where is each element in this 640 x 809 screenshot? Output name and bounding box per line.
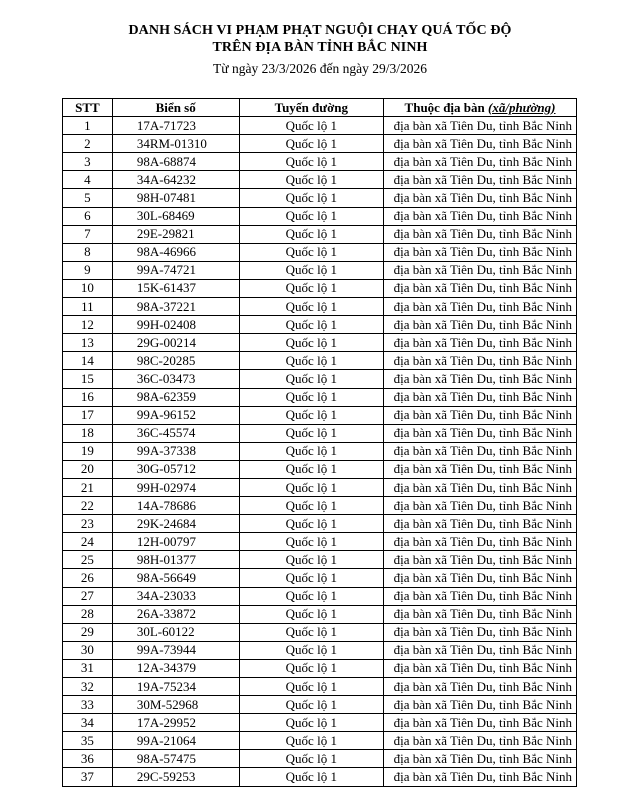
cell-plate: 34RM-01310 [112,135,239,153]
cell-route: Quốc lộ 1 [239,388,383,406]
cell-area: địa bàn xã Tiên Du, tỉnh Bắc Ninh [384,696,577,714]
cell-area: địa bàn xã Tiên Du, tỉnh Bắc Ninh [384,279,577,297]
cell-route: Quốc lộ 1 [239,641,383,659]
cell-route: Quốc lộ 1 [239,551,383,569]
table-row [63,605,577,623]
violations-table [62,98,577,787]
cell-plate: 34A-23033 [112,587,239,605]
cell-route: Quốc lộ 1 [239,117,383,135]
cell-area: địa bàn xã Tiên Du, tỉnh Bắc Ninh [384,515,577,533]
cell-plate: 99A-73944 [112,641,239,659]
cell-plate: 30G-05712 [112,460,239,478]
cell-stt: 7 [63,225,113,243]
cell-plate: 30M-52968 [112,696,239,714]
cell-area: địa bàn xã Tiên Du, tỉnh Bắc Ninh [384,261,577,279]
table-row [63,696,577,714]
cell-route: Quốc lộ 1 [239,696,383,714]
cell-area: địa bàn xã Tiên Du, tỉnh Bắc Ninh [384,316,577,334]
cell-plate: 99A-37338 [112,442,239,460]
cell-stt: 20 [63,460,113,478]
cell-area: địa bàn xã Tiên Du, tỉnh Bắc Ninh [384,207,577,225]
cell-route: Quốc lộ 1 [239,605,383,623]
cell-area: địa bàn xã Tiên Du, tỉnh Bắc Ninh [384,225,577,243]
cell-plate: 98A-57475 [112,750,239,768]
cell-plate: 98C-20285 [112,352,239,370]
cell-route: Quốc lộ 1 [239,370,383,388]
cell-plate: 99A-21064 [112,732,239,750]
cell-route: Quốc lộ 1 [239,279,383,297]
cell-plate: 34A-64232 [112,171,239,189]
cell-stt: 36 [63,750,113,768]
table-row [63,352,577,370]
cell-stt: 27 [63,587,113,605]
cell-area: địa bàn xã Tiên Du, tỉnh Bắc Ninh [384,768,577,786]
column-header-route: Tuyến đường [239,99,383,117]
cell-route: Quốc lộ 1 [239,135,383,153]
cell-stt: 23 [63,515,113,533]
table-row [63,225,577,243]
cell-route: Quốc lộ 1 [239,569,383,587]
table-row [63,750,577,768]
cell-route: Quốc lộ 1 [239,587,383,605]
cell-area: địa bàn xã Tiên Du, tỉnh Bắc Ninh [384,424,577,442]
cell-area: địa bàn xã Tiên Du, tỉnh Bắc Ninh [384,406,577,424]
table-row [63,135,577,153]
cell-stt: 21 [63,478,113,496]
table-row [63,189,577,207]
cell-route: Quốc lộ 1 [239,478,383,496]
cell-area: địa bàn xã Tiên Du, tỉnh Bắc Ninh [384,460,577,478]
table-row [63,388,577,406]
cell-plate: 36C-45574 [112,424,239,442]
cell-stt: 1 [63,117,113,135]
column-header-plate: Biển số [112,99,239,117]
cell-stt: 34 [63,714,113,732]
cell-stt: 18 [63,424,113,442]
cell-plate: 99A-74721 [112,261,239,279]
table-row [63,460,577,478]
cell-stt: 13 [63,334,113,352]
cell-area: địa bàn xã Tiên Du, tỉnh Bắc Ninh [384,352,577,370]
cell-plate: 12H-00797 [112,533,239,551]
cell-stt: 32 [63,678,113,696]
cell-plate: 99A-96152 [112,406,239,424]
table-row [63,768,577,786]
table-row [63,334,577,352]
cell-stt: 26 [63,569,113,587]
table-row [63,551,577,569]
cell-route: Quốc lộ 1 [239,442,383,460]
cell-stt: 3 [63,153,113,171]
cell-area: địa bàn xã Tiên Du, tỉnh Bắc Ninh [384,171,577,189]
table-row [63,569,577,587]
cell-area: địa bàn xã Tiên Du, tỉnh Bắc Ninh [384,659,577,677]
cell-route: Quốc lộ 1 [239,261,383,279]
cell-plate: 29K-24684 [112,515,239,533]
cell-plate: 15K-61437 [112,279,239,297]
cell-plate: 19A-75234 [112,678,239,696]
cell-plate: 98H-01377 [112,551,239,569]
cell-area: địa bàn xã Tiên Du, tỉnh Bắc Ninh [384,714,577,732]
cell-area: địa bàn xã Tiên Du, tỉnh Bắc Ninh [384,117,577,135]
table-row [63,243,577,261]
cell-area: địa bàn xã Tiên Du, tỉnh Bắc Ninh [384,442,577,460]
cell-area: địa bàn xã Tiên Du, tỉnh Bắc Ninh [384,641,577,659]
cell-stt: 5 [63,189,113,207]
cell-plate: 99H-02974 [112,478,239,496]
cell-area: địa bàn xã Tiên Du, tỉnh Bắc Ninh [384,551,577,569]
table-row [63,424,577,442]
table-row [63,316,577,334]
table-row [63,171,577,189]
date-range: Từ ngày 23/3/2026 đến ngày 29/3/2026 [213,61,427,76]
cell-area: địa bàn xã Tiên Du, tỉnh Bắc Ninh [384,189,577,207]
cell-plate: 30L-60122 [112,623,239,641]
cell-area: địa bàn xã Tiên Du, tỉnh Bắc Ninh [384,750,577,768]
cell-area: địa bàn xã Tiên Du, tỉnh Bắc Ninh [384,569,577,587]
cell-area: địa bàn xã Tiên Du, tỉnh Bắc Ninh [384,243,577,261]
cell-stt: 31 [63,659,113,677]
cell-stt: 2 [63,135,113,153]
cell-stt: 16 [63,388,113,406]
cell-stt: 35 [63,732,113,750]
cell-route: Quốc lộ 1 [239,515,383,533]
cell-plate: 17A-71723 [112,117,239,135]
document-header [0,22,640,77]
table-row [63,515,577,533]
cell-route: Quốc lộ 1 [239,750,383,768]
table-row [63,623,577,641]
cell-stt: 11 [63,298,113,316]
cell-stt: 12 [63,316,113,334]
cell-route: Quốc lộ 1 [239,623,383,641]
cell-plate: 98A-62359 [112,388,239,406]
cell-plate: 98A-68874 [112,153,239,171]
cell-stt: 15 [63,370,113,388]
cell-route: Quốc lộ 1 [239,189,383,207]
cell-stt: 37 [63,768,113,786]
cell-route: Quốc lộ 1 [239,406,383,424]
cell-area: địa bàn xã Tiên Du, tỉnh Bắc Ninh [384,497,577,515]
cell-plate: 98A-56649 [112,569,239,587]
cell-stt: 6 [63,207,113,225]
cell-plate: 29G-00214 [112,334,239,352]
cell-plate: 29C-59253 [112,768,239,786]
column-header-stt: STT [63,99,113,117]
cell-area: địa bàn xã Tiên Du, tỉnh Bắc Ninh [384,623,577,641]
table-row [63,497,577,515]
cell-area: địa bàn xã Tiên Du, tỉnh Bắc Ninh [384,334,577,352]
table-row [63,442,577,460]
cell-stt: 4 [63,171,113,189]
cell-plate: 98A-46966 [112,243,239,261]
table-row [63,370,577,388]
cell-stt: 10 [63,279,113,297]
cell-route: Quốc lộ 1 [239,659,383,677]
table-row [63,298,577,316]
cell-plate: 98H-07481 [112,189,239,207]
cell-plate: 26A-33872 [112,605,239,623]
cell-area: địa bàn xã Tiên Du, tỉnh Bắc Ninh [384,370,577,388]
cell-plate: 36C-03473 [112,370,239,388]
cell-route: Quốc lộ 1 [239,460,383,478]
cell-stt: 29 [63,623,113,641]
cell-stt: 8 [63,243,113,261]
table-body [63,117,577,786]
cell-stt: 14 [63,352,113,370]
cell-route: Quốc lộ 1 [239,533,383,551]
cell-stt: 33 [63,696,113,714]
table-row [63,117,577,135]
cell-route: Quốc lộ 1 [239,678,383,696]
cell-route: Quốc lộ 1 [239,207,383,225]
table-row [63,478,577,496]
table-row [63,678,577,696]
table-row [63,207,577,225]
cell-route: Quốc lộ 1 [239,171,383,189]
cell-route: Quốc lộ 1 [239,424,383,442]
cell-plate: 98A-37221 [112,298,239,316]
table-row [63,279,577,297]
cell-stt: 19 [63,442,113,460]
table-row [63,714,577,732]
cell-plate: 99H-02408 [112,316,239,334]
cell-stt: 28 [63,605,113,623]
cell-route: Quốc lộ 1 [239,316,383,334]
cell-route: Quốc lộ 1 [239,334,383,352]
column-header-area-label: Thuộc địa bàn [404,99,488,115]
cell-stt: 25 [63,551,113,569]
table-row [63,641,577,659]
cell-route: Quốc lộ 1 [239,352,383,370]
cell-stt: 17 [63,406,113,424]
cell-area: địa bàn xã Tiên Du, tỉnh Bắc Ninh [384,732,577,750]
cell-area: địa bàn xã Tiên Du, tỉnh Bắc Ninh [384,478,577,496]
table-row [63,533,577,551]
cell-stt: 9 [63,261,113,279]
cell-route: Quốc lộ 1 [239,768,383,786]
table-header-row [63,99,577,117]
cell-route: Quốc lộ 1 [239,243,383,261]
cell-plate: 12A-34379 [112,659,239,677]
cell-area: địa bàn xã Tiên Du, tỉnh Bắc Ninh [384,678,577,696]
cell-stt: 22 [63,497,113,515]
table-row [63,659,577,677]
cell-plate: 30L-68469 [112,207,239,225]
cell-route: Quốc lộ 1 [239,732,383,750]
cell-route: Quốc lộ 1 [239,153,383,171]
cell-area: địa bàn xã Tiên Du, tỉnh Bắc Ninh [384,153,577,171]
cell-stt: 24 [63,533,113,551]
cell-route: Quốc lộ 1 [239,225,383,243]
table-row [63,732,577,750]
cell-area: địa bàn xã Tiên Du, tỉnh Bắc Ninh [384,587,577,605]
cell-route: Quốc lộ 1 [239,714,383,732]
cell-route: Quốc lộ 1 [239,298,383,316]
table-row [63,587,577,605]
cell-plate: 14A-78686 [112,497,239,515]
document-title-line-2: TRÊN ĐỊA BÀN TỈNH BẮC NINH [212,40,428,55]
column-header-area [384,99,577,117]
document-title-line-1: DANH SÁCH VI PHẠM PHẠT NGUỘI CHẠY QUÁ TỐC ĐỘ [128,23,512,38]
table-row [63,261,577,279]
cell-area: địa bàn xã Tiên Du, tỉnh Bắc Ninh [384,135,577,153]
cell-area: địa bàn xã Tiên Du, tỉnh Bắc Ninh [384,533,577,551]
cell-area: địa bàn xã Tiên Du, tỉnh Bắc Ninh [384,388,577,406]
table-row [63,153,577,171]
cell-area: địa bàn xã Tiên Du, tỉnh Bắc Ninh [384,605,577,623]
cell-plate: 29E-29821 [112,225,239,243]
cell-stt: 30 [63,641,113,659]
column-header-area-note: (xã/phường) [488,99,556,115]
table-row [63,406,577,424]
cell-plate: 17A-29952 [112,714,239,732]
cell-route: Quốc lộ 1 [239,497,383,515]
cell-area: địa bàn xã Tiên Du, tỉnh Bắc Ninh [384,298,577,316]
